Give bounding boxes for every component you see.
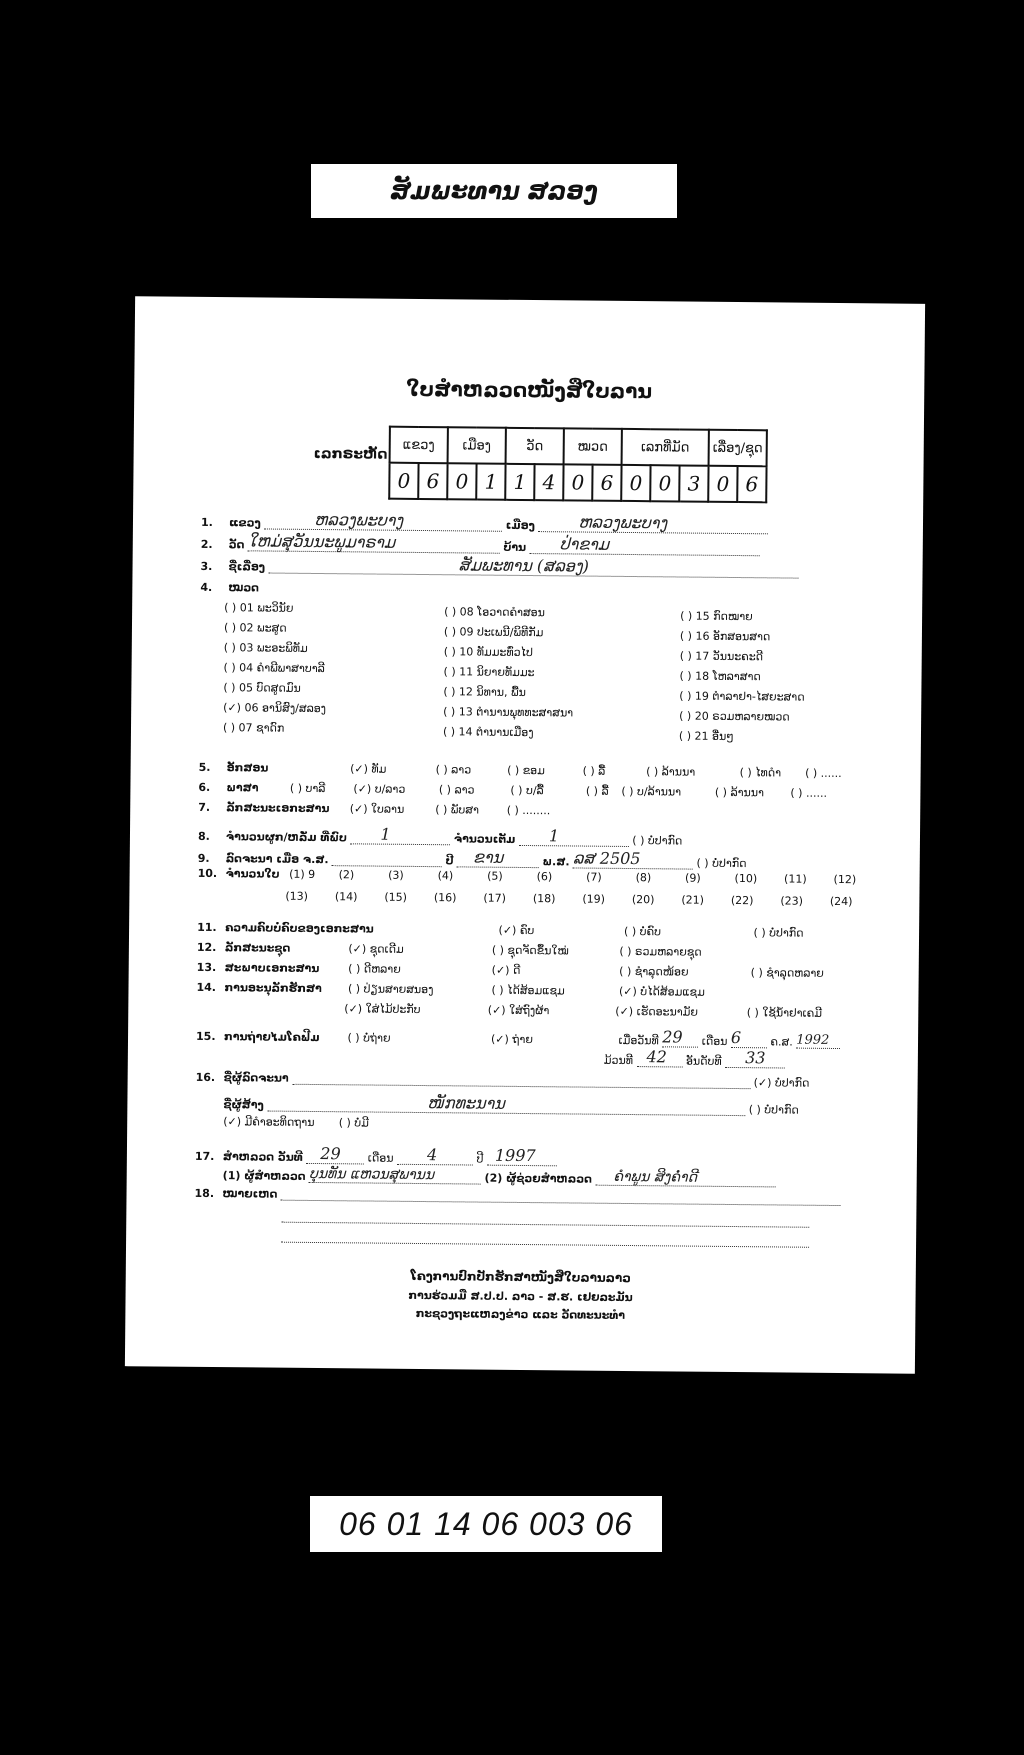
- category-option: ( ) 10 ທັມມະທົ່ວໄປ: [443, 645, 533, 660]
- code-header-district: ເມືອງ: [448, 427, 506, 464]
- code-header-title: ເລື່ອງ/ຊຸດ: [709, 430, 767, 467]
- code-digit: 0: [389, 463, 418, 499]
- code-digit: 1: [476, 464, 505, 500]
- category-option: ( ) 04 ຄຳພີພາສາບາລີ: [223, 661, 325, 676]
- code-digit: 0: [563, 464, 592, 500]
- code-digit: 3: [679, 465, 708, 501]
- code-digit: 4: [534, 464, 563, 500]
- code-digit: 0: [621, 465, 650, 501]
- field-completeness-row: 11. ຄວາມຄົບບໍ່ຄົບຂອງເອກະສານ (✓) ຄົບ ( ) ບໍ່ຄົບ ( ) ບໍ່ປາກົດ: [197, 920, 804, 940]
- category-option: ( ) 20 ຣວມຫລາຍໝວດ: [679, 709, 790, 724]
- folio-count-row-2: (13) (14) (15) (16) (17) (18) (19) (20) (21) (22) (23) (24): [285, 889, 853, 909]
- province-value: ຫລວງພະບາງ: [314, 509, 404, 530]
- code-digit: 0: [650, 465, 679, 501]
- notes-line-3: [281, 1230, 809, 1248]
- category-option: ( ) 05 ບົດສູດມົນ: [223, 681, 301, 695]
- field-preservation-row: 14. ການອະນຸລັກຮັກສາ ( ) ປ່ຽນສາຍສນອງ ( ) ໄດ້ສ້ອມແຊມ (✓) ບໍ່ໄດ້ສ້ອມແຊມ: [196, 980, 705, 999]
- footer-line-1: ໂຄງການປົກປັກຮັກສາໜັງສືໃບລານລາວ: [410, 1268, 631, 1286]
- category-option: ( ) 13 ຕຳນານພຸທທະສາສນາ: [443, 705, 574, 720]
- code-label: ເລກຣະຫັດ: [313, 445, 388, 463]
- category-option: ( ) 17 ວັນນະຄະດີ: [679, 649, 764, 664]
- sponsor-value: ໜັກທະນານ: [427, 1093, 505, 1113]
- code-header-category: ໝວດ: [564, 428, 622, 465]
- microfilm-roll-row: ມ້ວນທີ 42 ອັນດັບທີ 33: [604, 1047, 785, 1069]
- category-option: ( ) 16 ອັກສອນສາດ: [679, 629, 771, 644]
- reference-code-label: 06 01 14 06 003 06: [310, 1496, 662, 1552]
- category-option: ( ) 19 ຕຳລາຢາ-ໄສຍະສາດ: [679, 689, 805, 704]
- code-digit: 6: [592, 465, 621, 501]
- field-folio-count-row: 10. ຈຳນວນໃບ (1) 9 (2) (3) (4) (5) (6) (7) (8) (9) (10) (11) (12): [197, 866, 857, 887]
- temple-value: ໃຫມ່ສຸວັນນະພູມາຣາມ: [247, 531, 396, 552]
- category-option: ( ) 12 ນິທານ, ພື້ນ: [443, 685, 526, 700]
- manuscript-title-value: ສັມພະທານ (ສລອງ): [458, 555, 589, 576]
- field-date-row: 9. ລົດຈະນາ ເມື່ອ ຈ.ສ. ປີ ຂານ ພ.ສ. ລສ 2505 ( ) ບໍ່ປາກົດ: [197, 847, 747, 871]
- footer-line-3: ກະຊວງຖະແຫລງຂ່າວ ແລະ ວັດທະນະທຳ: [415, 1306, 626, 1322]
- category-option: ( ) 01 ພະວິນັຍ: [224, 601, 294, 615]
- category-option-selected: (✓) 06 ອານິສົງ/ສລອງ: [223, 701, 327, 716]
- field-title-row: 3. ຊື່ເລື່ອງ ສັມພະທານ (ສລອງ): [201, 553, 799, 579]
- field-condition-row: 13. ສະພາບເອກະສານ ( ) ດີຫລາຍ (✓) ດີ ( ) ຊຳລຸດໜ້ອຍ ( ) ຊຳລຸດຫລາຍ: [196, 960, 824, 980]
- field-province-row: 1. ແຂວງ ຫລວງພະບາງ ເມືອງ ຫລວງພະບາງ: [201, 509, 769, 534]
- notes-line-2: [281, 1210, 809, 1228]
- title-label-top: ສັມພະທານ ສລອງ: [311, 164, 677, 218]
- field-category-row: 4. ໝວດ: [200, 580, 260, 595]
- code-digit: 0: [708, 466, 737, 502]
- field-language-row: 6. ພາສາ ( ) ບາລີ (✓) ບ/ລາວ ( ) ລາວ ( ) ບ/ລື້ ( ) ລື້ ( ) ບ/ລ້ານນາ ( ) ລ້ານນາ ( ) ......: [198, 780, 828, 800]
- category-option: ( ) 08 ໂອວາດຄຳສອນ: [444, 605, 545, 620]
- category-option: ( ) 11 ນິຍາຍທັມມະ: [443, 665, 535, 680]
- code-digit: 0: [447, 463, 476, 499]
- form-title: ໃບສຳຫລວດໜັງສືໃບລານ: [406, 376, 653, 404]
- code-table: [388, 426, 768, 504]
- surveyor-value: ບຸນທັນ ແຫວນສຸພານນ: [309, 1165, 435, 1184]
- field-set-type-row: 12. ລັກສະນະຊຸດ (✓) ຊຸດເດີມ ( ) ຊຸດຈັດຂຶ້ນໃໝ່ ( ) ຣວມຫລາຍຊຸດ: [196, 940, 702, 959]
- village-value: ປ່າຂາມ: [559, 534, 610, 554]
- category-option: ( ) 21 ອື່ນໆ: [678, 729, 734, 743]
- survey-form-sheet: [125, 296, 925, 1374]
- code-digit: 1: [505, 464, 534, 500]
- field-material-row: 7. ລັກສະນະເອກະສານ (✓) ໃບລານ ( ) ພັບສາ ( ) ........: [198, 800, 551, 818]
- category-option: ( ) 09 ປະເພນີ/ພິທີກັມ: [443, 625, 544, 640]
- fascicles-total-value: 1: [548, 826, 560, 846]
- footer-line-2: ການຮ່ວມມື ສ.ປ.ປ. ລາວ - ສ.ຮ. ເຢຍລະມັນ: [408, 1288, 633, 1305]
- field-temple-row: 2. ວັດ ໃຫມ່ສຸວັນນະພູມາຣາມ ບ້ານ ປ່າຂາມ: [201, 531, 760, 556]
- category-option: ( ) 14 ຕຳນານເມືອງ: [442, 725, 534, 740]
- year-name-value: ຂານ: [473, 847, 504, 867]
- field-prayer-row: (✓) ມີຄຳອະທິດຖານ ( ) ບໍ່ມີ: [223, 1115, 369, 1130]
- code-digit: 6: [737, 466, 766, 502]
- assistant-value: ຄຳພູນ ສິງຄໍ່າດີ: [613, 1168, 698, 1186]
- field-survey-date-row: 17. ສຳຫລວດ ວັນທີ 29 ເດືອນ 4 ປີ 1997: [195, 1143, 557, 1166]
- field-script-row: 5. ອັກສອນ (✓) ທັມ ( ) ລາວ ( ) ຂອມ ( ) ລື້ ( ) ລ້ານນາ ( ) ໄທດຳ ( ) ......: [198, 760, 842, 781]
- category-option: ( ) 15 ກົດໝາຍ: [680, 609, 753, 624]
- field-surveyor-row: (1) ຜູ້ສຳຫລວດ ບຸນທັນ ແຫວນສຸພານນ (2) ຜູ້ຊ່ວຍສຳຫລວດ ຄຳພູນ ສິງຄໍ່າດີ: [223, 1165, 776, 1187]
- field-fascicle-count-row: 8. ຈຳນວນຜູກ/ຫລັ່ມ ທີ່ພົບ 1 ຈຳນວນເຕັມ 1 ( ) ບໍ່ປາກົດ: [197, 824, 683, 848]
- category-option: ( ) 03 ພະອະພິທັມ: [223, 641, 308, 655]
- code-digit: 6: [418, 463, 447, 499]
- field-scribe-row: 16. ຊື່ຜູ້ລົດຈະນາ (✓) ບໍ່ປາກົດ: [195, 1070, 810, 1090]
- field-notes-row: 18. ໝາຍເຫດ: [194, 1187, 840, 1206]
- district-value: ຫລວງພະບາງ: [578, 512, 668, 533]
- category-option: ( ) 07 ຊາດົກ: [222, 721, 285, 735]
- fascicles-found-value: 1: [380, 824, 391, 844]
- field-microfilm-row: 15. ການຖ່າຍໄມໂຄຟີມ ( ) ບໍ່ຖ່າຍ (✓) ຖ່າຍ ເມື່ອວັນທີ 29 ເດືອນ 6 ຄ.ສ. 1992: [196, 1023, 840, 1049]
- code-header-province: ແຂວງ: [390, 427, 448, 464]
- category-option: ( ) 02 ພະສູດ: [223, 621, 287, 635]
- code-header-temple: ວັດ: [506, 428, 564, 465]
- preservation-row-2: (✓) ໃສ່ໄມ້ປະກັບ (✓) ໃສ່ຖົງຜ້າ (✓) ເຮັດອະນາມັຍ ( ) ໃຊ້ນ້ຳຢາເຄມີ: [344, 1002, 823, 1020]
- code-header-bundle: ເລກທີ່ມັດ: [622, 429, 709, 466]
- be-year-value: ລສ 2505: [573, 848, 641, 869]
- category-option: ( ) 18 ໂຫລາສາດ: [679, 669, 761, 684]
- field-sponsor-row: ຊື່ຜູ້ສ້າງ ໜັກທະນານ ( ) ບໍ່ປາກົດ: [223, 1093, 799, 1117]
